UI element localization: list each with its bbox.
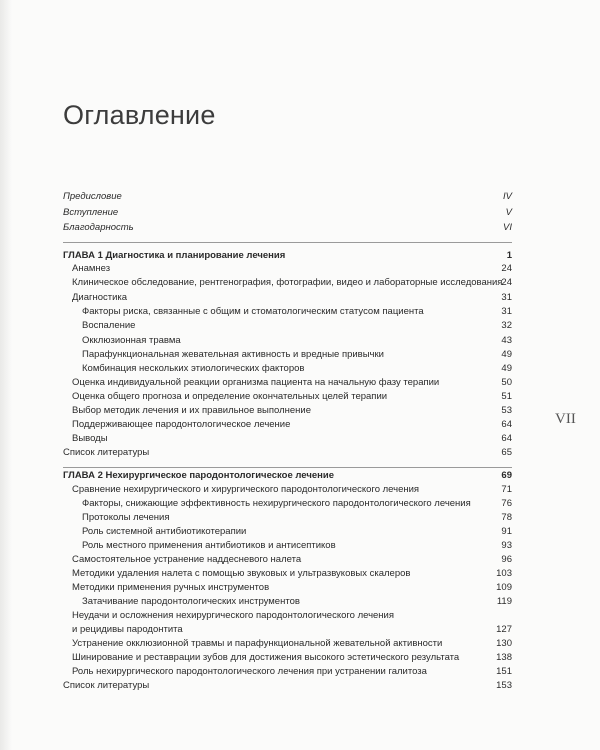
toc-entry-title: Самостоятельное устранение наддесневого налета [72, 554, 302, 565]
toc-entry-title: Окклюзионная травма [82, 335, 181, 346]
toc-page-number: 24 [501, 277, 512, 288]
toc-entry[interactable] [0, 553, 600, 567]
toc-page-number: 151 [496, 666, 512, 677]
toc-page-number: 64 [501, 419, 512, 430]
toc-entry-introduction[interactable] [0, 206, 600, 220]
toc-entry[interactable] [0, 665, 600, 679]
toc-entry[interactable] [0, 525, 600, 539]
toc-page-number: 71 [501, 484, 512, 495]
toc-entry-title: Диагностика [72, 292, 128, 303]
toc-entry-title: Методики применения ручных инструментов [72, 582, 270, 593]
toc-entry[interactable] [0, 497, 600, 511]
toc-entry-title: Сравнение нехирургического и хирургического пародонтологического лечения [72, 484, 420, 495]
toc-page-number: 43 [501, 335, 512, 346]
toc-entry-title: Оценка общего прогноза и определение окончательных целей терапии [72, 391, 388, 402]
toc-entry-title: Список литературы [63, 680, 150, 691]
toc-entry[interactable] [0, 334, 600, 348]
toc-page-number: VI [503, 222, 512, 233]
toc-entry-title: Клиническое обследование, рентгенография, фотографии, видео и лабораторные исследования [72, 277, 503, 288]
toc-entry-title: Выводы [72, 433, 108, 444]
toc-entry[interactable] [0, 418, 600, 432]
toc-page-number: 24 [501, 263, 512, 274]
toc-entry-title: Шинирование и реставрации зубов для достижения высокого эстетического результата [72, 652, 460, 663]
toc-entry[interactable] [0, 483, 600, 497]
toc-page-number: V [505, 207, 512, 218]
toc-entry[interactable] [0, 262, 600, 276]
toc-entry[interactable] [0, 404, 600, 418]
toc-entry[interactable] [0, 432, 600, 446]
toc-entry-title: Затачивание пародонтологических инструментов [82, 596, 300, 607]
toc-page-number: 32 [501, 320, 512, 331]
toc-entry-acknowledgements[interactable] [0, 221, 600, 235]
toc-entry[interactable] [0, 276, 600, 290]
toc-page-number: IV [503, 191, 512, 202]
toc-entry-title: Протоколы лечения [82, 512, 170, 523]
toc-entry-title: Роль нехирургического пародонтологического лечения при устранении галитоза [72, 666, 427, 677]
toc-page-number: 76 [501, 498, 512, 509]
toc-page-number: 109 [496, 582, 512, 593]
toc-entry[interactable] [0, 595, 600, 609]
toc-entry-title: Воспаление [82, 320, 136, 331]
toc-page-number: 103 [496, 568, 512, 579]
divider [63, 467, 512, 468]
toc-entry[interactable] [0, 376, 600, 390]
toc-chapter-2[interactable] [0, 469, 600, 483]
toc-entry[interactable] [0, 291, 600, 305]
chapter-heading: ГЛАВА 2 Нехирургическое пародонтологическое лечение [63, 470, 334, 481]
toc-entry[interactable] [0, 539, 600, 553]
toc-page-number: 64 [501, 433, 512, 444]
toc-page-number: 130 [496, 638, 512, 649]
toc-entry-continuation[interactable] [0, 623, 600, 637]
toc-page-number: 91 [501, 526, 512, 537]
toc-entry-title: Список литературы [63, 447, 150, 458]
toc-entry[interactable] [0, 637, 600, 651]
toc-entry-title: Анамнез [72, 263, 111, 274]
toc-entry-title: Вступление [63, 207, 119, 218]
toc-entry-title: Неудачи и осложнения нехирургического пародонтологического лечения [72, 610, 395, 621]
toc-entry-title: Роль системной антибиотикотерапии [82, 526, 247, 537]
toc-page-number: 78 [501, 512, 512, 523]
toc-entry[interactable] [0, 511, 600, 525]
toc-entry[interactable] [0, 390, 600, 404]
toc-entry-references[interactable] [0, 446, 600, 460]
chapter-heading: ГЛАВА 1 Диагностика и планирование лечения [63, 250, 286, 261]
toc-page-number: 127 [496, 624, 512, 635]
toc-entry[interactable] [0, 348, 600, 362]
toc-page-number: 119 [496, 596, 512, 607]
toc-entry-title: Устранение окклюзионной травмы и парафункциональной жевательной активности [72, 638, 443, 649]
toc-entry[interactable] [0, 651, 600, 665]
toc-page-number: 93 [501, 540, 512, 551]
toc-page-number: 51 [501, 391, 512, 402]
toc-entry[interactable] [0, 319, 600, 333]
toc-entry-title: Факторы риска, связанные с общим и стоматологическим статусом пациента [82, 306, 424, 317]
toc-page-number: 49 [501, 363, 512, 374]
toc-page-number: 153 [496, 680, 512, 691]
toc-page-number: 50 [501, 377, 512, 388]
toc-page-number: 49 [501, 349, 512, 360]
toc-entry-title: Комбинация нескольких этиологических факторов [82, 363, 305, 374]
toc-chapter-1[interactable] [0, 249, 600, 263]
toc-entry-title: и рецидивы пародонтита [72, 624, 183, 635]
toc-entry-title: Роль местного применения антибиотиков и антисептиков [82, 540, 336, 551]
toc-page-number: 138 [496, 652, 512, 663]
toc-entry[interactable] [0, 305, 600, 319]
toc-entry[interactable] [0, 581, 600, 595]
toc-entry-title: Парафункциональная жевательная активность и вредные привычки [82, 349, 384, 360]
toc-page-number: 65 [501, 447, 512, 458]
toc-entry-title: Факторы, снижающие эффективность нехирургического пародонтологического лечения [82, 498, 471, 509]
toc-entry-title: Оценка индивидуальной реакции организма пациента на начальную фазу терапии [72, 377, 440, 388]
toc-entry-references[interactable] [0, 679, 600, 693]
page-folio: VII [555, 411, 576, 427]
toc-entry[interactable] [0, 362, 600, 376]
divider [63, 242, 512, 243]
toc-entry-title: Методики удаления налета с помощью звуковых и ультразвуковых скалеров [72, 568, 411, 579]
toc-page-number: 31 [501, 292, 512, 303]
toc-entry-title: Предисловие [63, 191, 122, 202]
toc-page-number: 96 [501, 554, 512, 565]
toc-page-number: 69 [501, 470, 512, 481]
toc-page-number: 1 [506, 250, 512, 261]
toc-entry-title: Поддерживающее пародонтологическое лечение [72, 419, 291, 430]
toc-page-number: 53 [501, 405, 512, 416]
toc-page-number: 31 [501, 306, 512, 317]
toc-entry-title: Выбор методик лечения и их правильное выполнение [72, 405, 312, 416]
page-title: Оглавление [63, 100, 216, 130]
toc-entry-title: Благодарность [63, 222, 134, 233]
toc-entry[interactable] [0, 609, 600, 623]
toc-entry-preface[interactable] [0, 190, 600, 204]
toc-entry[interactable] [0, 567, 600, 581]
